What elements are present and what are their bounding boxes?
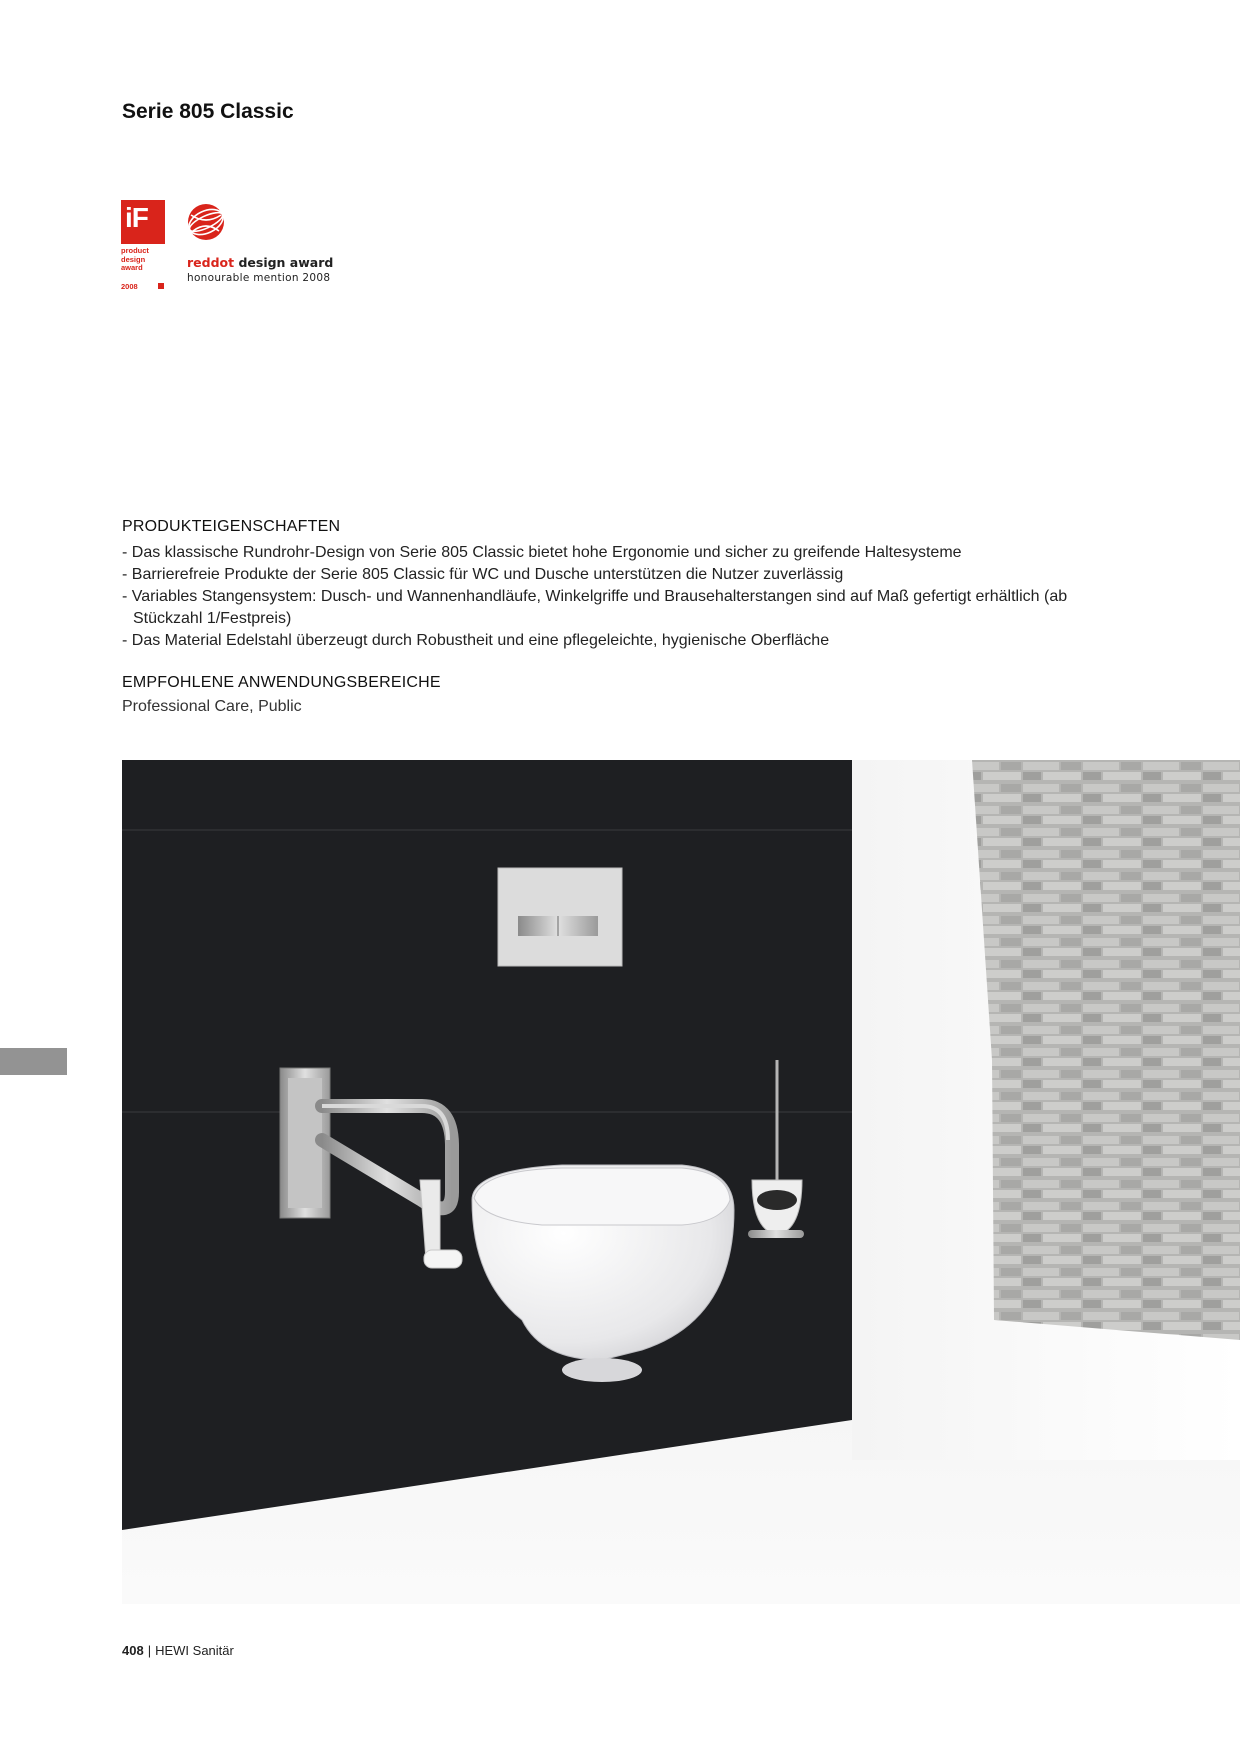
- chapter-tab-marker: [0, 1048, 67, 1075]
- reddot-icon: [187, 203, 225, 241]
- bathroom-scene-image: [122, 760, 1240, 1604]
- properties-heading: PRODUKTEIGENSCHAFTEN: [122, 518, 341, 535]
- property-item: - Das Material Edelstahl überzeugt durch Robustheit und eine pflegeleichte, hygienische Oberfläche: [122, 630, 1122, 652]
- if-logo-text: iF: [125, 202, 148, 233]
- if-logo-box: [121, 200, 165, 244]
- product-photo: [122, 760, 1240, 1604]
- if-sub-line: design: [121, 254, 146, 264]
- footer-brand: HEWI Sanitär: [155, 1643, 234, 1658]
- applications-text: Professional Care, Public: [122, 698, 302, 715]
- property-item: - Variables Stangensystem: Dusch- und Wannenhandläufe, Winkelgriffe und Brausehalterstangen sind auf Maß gefertigt erhältlich (ab Stückzahl 1/Festpreis): [122, 586, 1122, 630]
- properties-list: [122, 542, 1122, 652]
- applications-heading: EMPFOHLENE ANWENDUNGSBEREICHE: [122, 674, 441, 691]
- reddot-honourable-mention: honourable mention 2008: [187, 272, 331, 284]
- property-item: - Das klassische Rundrohr-Design von Serie 805 Classic bietet hohe Ergonomie und sicher zu greifende Haltesysteme: [122, 542, 1122, 564]
- footer-separator: |: [147, 1643, 152, 1658]
- page-number: 408: [122, 1643, 144, 1658]
- if-sub-line: award: [121, 263, 143, 272]
- if-design-award-logo: [121, 200, 165, 292]
- property-item: - Barrierefreie Produkte der Serie 805 Classic für WC und Dusche unterstützen die Nutzer zuverlässig: [122, 564, 1122, 586]
- page-footer: [122, 1643, 234, 1658]
- if-sub-line: product: [121, 246, 149, 255]
- if-award-year: 2008: [121, 282, 138, 291]
- reddot-award-label: [187, 255, 333, 270]
- if-logo-subtitle: [121, 247, 165, 273]
- page-title: Serie 805 Classic: [122, 100, 294, 123]
- reddot-name-rest: design award: [234, 255, 334, 270]
- reddot-name-red: reddot: [187, 255, 235, 270]
- if-square-mark: [158, 283, 164, 289]
